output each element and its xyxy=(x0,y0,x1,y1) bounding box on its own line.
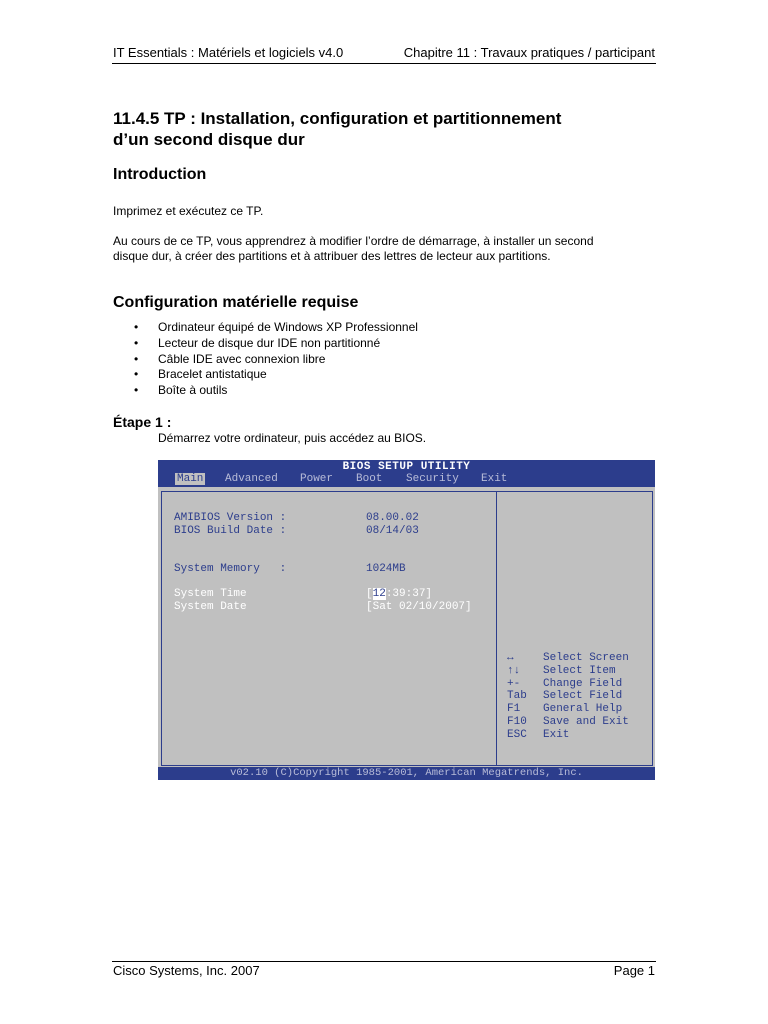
bios-menu-main[interactable]: Main xyxy=(177,473,204,485)
list-item xyxy=(112,320,418,336)
bullet-icon: • xyxy=(134,320,139,334)
help-desc: Save and Exit xyxy=(543,716,629,728)
bullet-icon: • xyxy=(134,383,139,398)
footer-page-number: Page 1 xyxy=(613,963,655,978)
bios-main-panel xyxy=(161,491,497,766)
title-line-2: d’un second disque dur xyxy=(113,130,305,149)
footer-left: Cisco Systems, Inc. 2007 xyxy=(113,963,260,978)
system-memory-label: System Memory : xyxy=(174,563,287,575)
bios-copyright: v02.10 (C)Copyright 1985-2001, American Megatrends, Inc. xyxy=(230,767,583,779)
help-key: ↔ xyxy=(507,652,514,664)
intro-para-2-line-1: Au cours de ce TP, vous apprendrez à modifier l’ordre de démarrage, à installer un second xyxy=(113,234,594,248)
list-item xyxy=(112,352,418,368)
help-key: F10 xyxy=(507,716,527,728)
system-time-hour[interactable]: 12 xyxy=(372,588,386,600)
list-item-text: Boîte à outils xyxy=(158,383,228,398)
list-item xyxy=(112,336,418,352)
system-time-label[interactable]: System Time xyxy=(174,588,247,600)
header-left: IT Essentials : Matériels et logiciels v4.0 xyxy=(113,45,344,60)
help-desc: Exit xyxy=(543,729,570,741)
requirements-list xyxy=(112,320,418,399)
list-item-text: Câble IDE avec connexion libre xyxy=(158,351,326,366)
list-item xyxy=(112,383,418,399)
help-key: +- xyxy=(507,678,521,690)
header-rule xyxy=(112,63,656,64)
help-desc: Select Item xyxy=(543,665,616,677)
bullet-icon: • xyxy=(134,351,139,366)
amibios-version-label: AMIBIOS Version : xyxy=(174,512,287,524)
step-1-text: Démarrez votre ordinateur, puis accédez au BIOS. xyxy=(158,431,427,445)
system-time-rest: :39:37] xyxy=(385,588,433,600)
list-item xyxy=(112,367,418,383)
amibios-version-value: 08.00.02 xyxy=(366,512,419,524)
title-line-1: 11.4.5 TP : Installation, configuration et partitionnement xyxy=(113,109,562,128)
bullet-icon: • xyxy=(134,367,139,382)
footer-rule xyxy=(112,961,656,962)
bios-build-date-value: 08/14/03 xyxy=(366,525,419,537)
bios-top-bar xyxy=(158,460,655,487)
system-time-open-bracket: [ xyxy=(366,588,373,600)
help-key: Tab xyxy=(507,690,527,702)
bios-title: BIOS SETUP UTILITY xyxy=(342,461,471,473)
bullet-icon: • xyxy=(134,335,139,350)
system-date-label[interactable]: System Date xyxy=(174,601,247,613)
help-desc: Select Field xyxy=(543,690,623,702)
help-desc: Select Screen xyxy=(543,652,629,664)
bios-menu-boot[interactable]: Boot xyxy=(356,473,383,485)
bios-menu-power[interactable]: Power xyxy=(300,473,334,485)
help-desc: Change Field xyxy=(543,678,623,690)
system-date-value[interactable]: [Sat 02/10/2007] xyxy=(366,601,472,613)
bios-menu-security[interactable]: Security xyxy=(406,473,459,485)
requirements-heading: Configuration matérielle requise xyxy=(113,294,359,311)
step-1-heading: Étape 1 : xyxy=(113,414,172,430)
bios-menu-advanced[interactable]: Advanced xyxy=(225,473,278,485)
header-right: Chapitre 11 : Travaux pratiques / participant xyxy=(403,45,655,60)
help-key: F1 xyxy=(507,703,521,715)
system-time-field[interactable] xyxy=(366,588,432,600)
bios-bottom-bar xyxy=(158,767,655,780)
intro-para-1: Imprimez et exécutez ce TP. xyxy=(113,204,264,218)
system-memory-value: 1024MB xyxy=(366,563,406,575)
help-key: ↑↓ xyxy=(507,665,521,677)
list-item-text: Lecteur de disque dur IDE non partitionné xyxy=(158,335,381,350)
bios-menu-exit[interactable]: Exit xyxy=(481,473,508,485)
list-item-text: Bracelet antistatique xyxy=(158,367,267,382)
bios-screenshot xyxy=(158,460,655,780)
help-key: ESC xyxy=(507,729,527,741)
intro-para-2-line-2: disque dur, à créer des partitions et à attribuer des lettres de lecteur aux partitions. xyxy=(113,249,551,263)
page-title xyxy=(113,108,633,150)
list-item-text: Ordinateur équipé de Windows XP Professionnel xyxy=(158,320,418,334)
help-desc: General Help xyxy=(543,703,623,715)
bios-build-date-label: BIOS Build Date : xyxy=(174,525,287,537)
intro-para-2 xyxy=(113,234,633,264)
intro-heading: Introduction xyxy=(113,166,207,183)
